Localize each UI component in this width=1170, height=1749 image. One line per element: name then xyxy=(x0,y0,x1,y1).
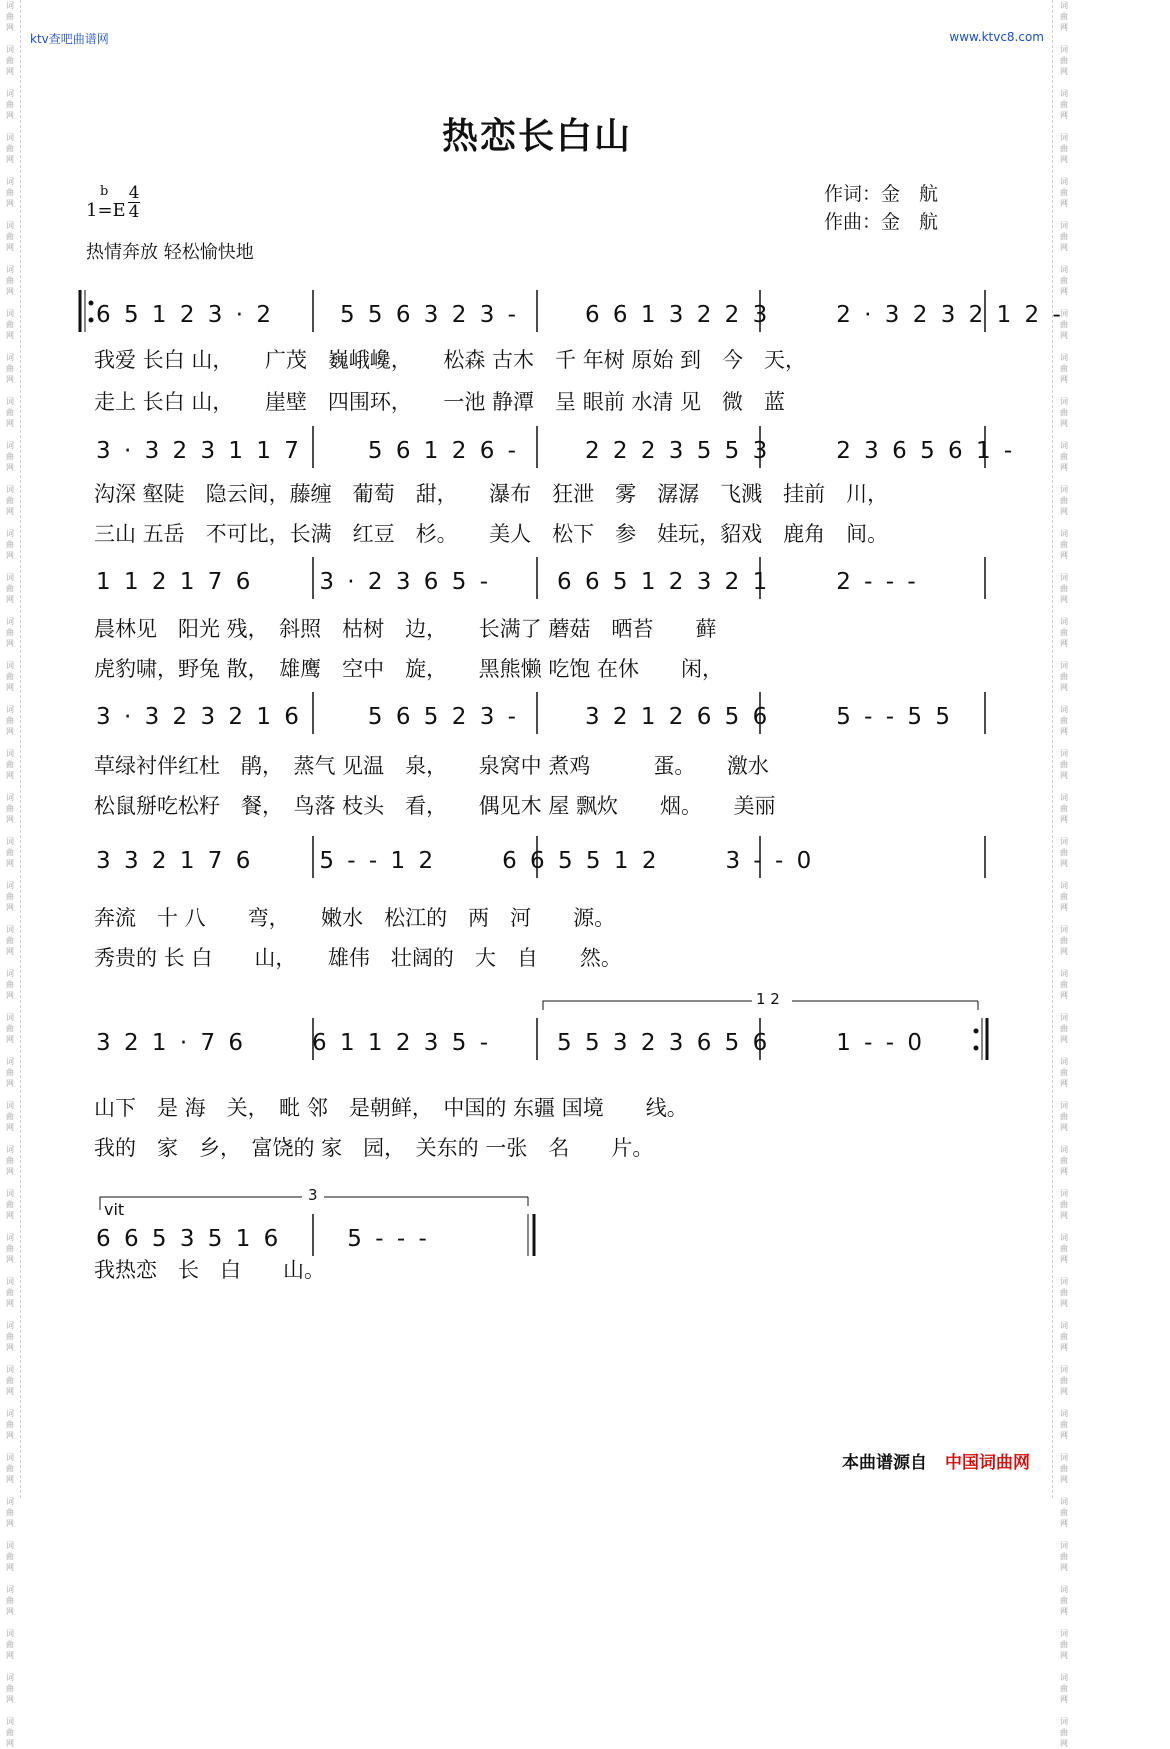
repeat-start-sign xyxy=(80,290,93,332)
lyric-line: 草绿衬伴红杜 鹃， 蒸气 见温 泉， 泉窝中 煮鸡 蛋。 激水 xyxy=(94,754,769,778)
notation-line: 6 6 5 3 5 1 6 5 - - - xyxy=(96,1226,427,1252)
site-url-right[interactable]: www.ktvc8.com xyxy=(949,30,1044,44)
lyric-verse-1 xyxy=(0,1092,1074,1122)
time-signature-top: 4 xyxy=(128,183,140,203)
lyric-verse-2 xyxy=(0,1132,1074,1162)
site-name-left[interactable]: ktv查吧曲谱网 xyxy=(30,32,109,46)
time-signature xyxy=(126,184,142,221)
lyric-line: 奔流 十 八 弯， 嫩水 松江的 两 河 源。 xyxy=(94,906,616,930)
lyric-line: 山下 是 海 关， 毗 邻 是朝鲜， 中国的 东疆 国境 线。 xyxy=(94,1096,688,1120)
notation-line: 3 · 3 2 3 1 1 7 5 6 1 2 6 - 2 2 2 3 5 5 3 2 3 6 5 6 1 - xyxy=(96,438,1013,464)
lyric-verse-2 xyxy=(0,790,1074,820)
notation-line: 3 · 3 2 3 2 1 6 5 6 5 2 3 - 3 2 1 2 6 5 6 5 - - 5 5 xyxy=(96,704,950,730)
lyric-verse-2 xyxy=(0,518,1074,548)
lyric-verse-1 xyxy=(0,478,1074,508)
tempo-marking: 热情奔放 轻松愉快地 xyxy=(86,242,254,263)
lyric-line: 我的 家 乡， 富饶的 家 园， 关东的 一张 名 片。 xyxy=(94,1136,654,1160)
lyric-verse-2 xyxy=(0,653,1074,683)
lyric-verse-1 xyxy=(0,750,1074,780)
lyric-line: 秀贵的 长 白 山， 雄伟 壮阔的 大 自 然。 xyxy=(94,946,622,970)
volta-3-label: 3 xyxy=(308,1186,318,1204)
notation-line: 3 2 1 · 7 6 6 1 1 2 3 5 - 5 5 3 2 3 6 5 6 1 - - 0 xyxy=(96,1030,923,1056)
key-signature: 1=E xyxy=(86,200,126,221)
lyric-line: 我热恋 长 白 山。 xyxy=(94,1258,325,1282)
flat-sign: b xyxy=(100,184,109,199)
lyric-line: 松鼠掰吃松籽 餐， 鸟落 枝头 看， 偶见木 屋 飘炊 烟。 美丽 xyxy=(94,794,776,818)
lyric-line: 虎豹啸，野兔 散， 雄鹰 空中 旋， 黑熊懒 吃饱 在休 闲， xyxy=(94,657,724,681)
vit-marking: vit xyxy=(104,1200,125,1219)
composer: 作曲：金 航 xyxy=(824,211,939,233)
lyric-line: 我爱 长白 山， 广茂 巍峨巉， 松森 古木 千 年树 原始 到 今 天， xyxy=(94,348,807,372)
time-signature-bottom: 4 xyxy=(128,202,140,222)
notation-line: 3 3 2 1 7 6 5 - - 1 2 6 6 5 5 1 2 3 - - 0 xyxy=(96,848,812,874)
lyric-line: 三山 五岳 不可比，长满 红豆 杉。 美人 松下 参 娃玩，貂戏 鹿角 间。 xyxy=(94,522,889,546)
lyric-verse-2 xyxy=(0,942,1074,972)
right-watermark-strip: 词 曲 网 词 曲 网 词 曲 网 词 曲 网 词 曲 网 词 曲 网 词 曲 网 词 曲 网 词 曲 网 词 曲 网 词 曲 网 词 曲 网 词 曲 网 词 曲 网 词 曲 网 词 曲 网 词 曲 网 词 曲 网 词 曲 网 词 曲 网 词 曲 网 词 曲 网 词 曲 网 词 曲 网 词 曲 网 词 曲 网 词 曲 网 词 曲 网 词 曲 网 词 曲 网 词 曲 网 词 曲 网 词 曲 网 词 曲 网 词 曲 网 词 曲 网 词 曲 网 词 曲 网 词 曲 网 词 曲 网 xyxy=(1060,1,1068,1748)
notation-line: 6 5 1 2 3 · 2 5 5 6 3 2 3 - 6 6 1 3 2 2 3 2 · 3 2 3 2 1 2 - xyxy=(96,302,1061,328)
credits xyxy=(824,180,938,236)
lyric-verse-1 xyxy=(0,902,1074,932)
notation-line: 1 1 2 1 7 6 3 · 2 3 6 5 - 6 6 5 1 2 3 2 1 2 - - - xyxy=(96,569,916,595)
footer-source xyxy=(842,1448,1030,1473)
lyric-verse-2 xyxy=(0,386,1074,416)
footer-site-link[interactable]: 中国词曲网 xyxy=(945,1453,1030,1473)
left-watermark-strip: 词 曲 网 词 曲 网 词 曲 网 词 曲 网 词 曲 网 词 曲 网 词 曲 网 词 曲 网 词 曲 网 词 曲 网 词 曲 网 词 曲 网 词 曲 网 词 曲 网 词 曲 网 词 曲 网 词 曲 网 词 曲 网 词 曲 网 词 曲 网 词 曲 网 词 曲 网 词 曲 网 词 曲 网 词 曲 网 词 曲 网 词 曲 网 词 曲 网 词 曲 网 词 曲 网 词 曲 网 词 曲 网 词 曲 网 词 曲 网 词 曲 网 词 曲 网 词 曲 网 词 曲 网 词 曲 网 词 曲 网 xyxy=(6,1,14,1748)
song-title: 热恋长白山 xyxy=(441,116,632,157)
lyricist: 作词：金 航 xyxy=(824,183,939,205)
lyric-verse-1 xyxy=(0,613,1074,643)
footer-label: 本曲谱源自 xyxy=(842,1453,927,1473)
lyric-line: 沟深 壑陡 隐云间，藤缠 葡萄 甜， 瀑布 狂泄 雾 潺潺 飞溅 挂前 川， xyxy=(94,482,889,506)
lyric-verse-1 xyxy=(0,1254,1074,1284)
lyric-line: 走上 长白 山， 崖壁 四围环， 一池 静潭 呈 眼前 水清 见 微 蓝 xyxy=(94,390,786,414)
volta-1-2-label: 1 2 xyxy=(756,990,780,1008)
lyric-verse-1 xyxy=(0,344,1074,374)
lyric-line: 晨林见 阳光 残， 斜照 枯树 边， 长满了 蘑菇 晒苔 藓 xyxy=(94,617,717,641)
